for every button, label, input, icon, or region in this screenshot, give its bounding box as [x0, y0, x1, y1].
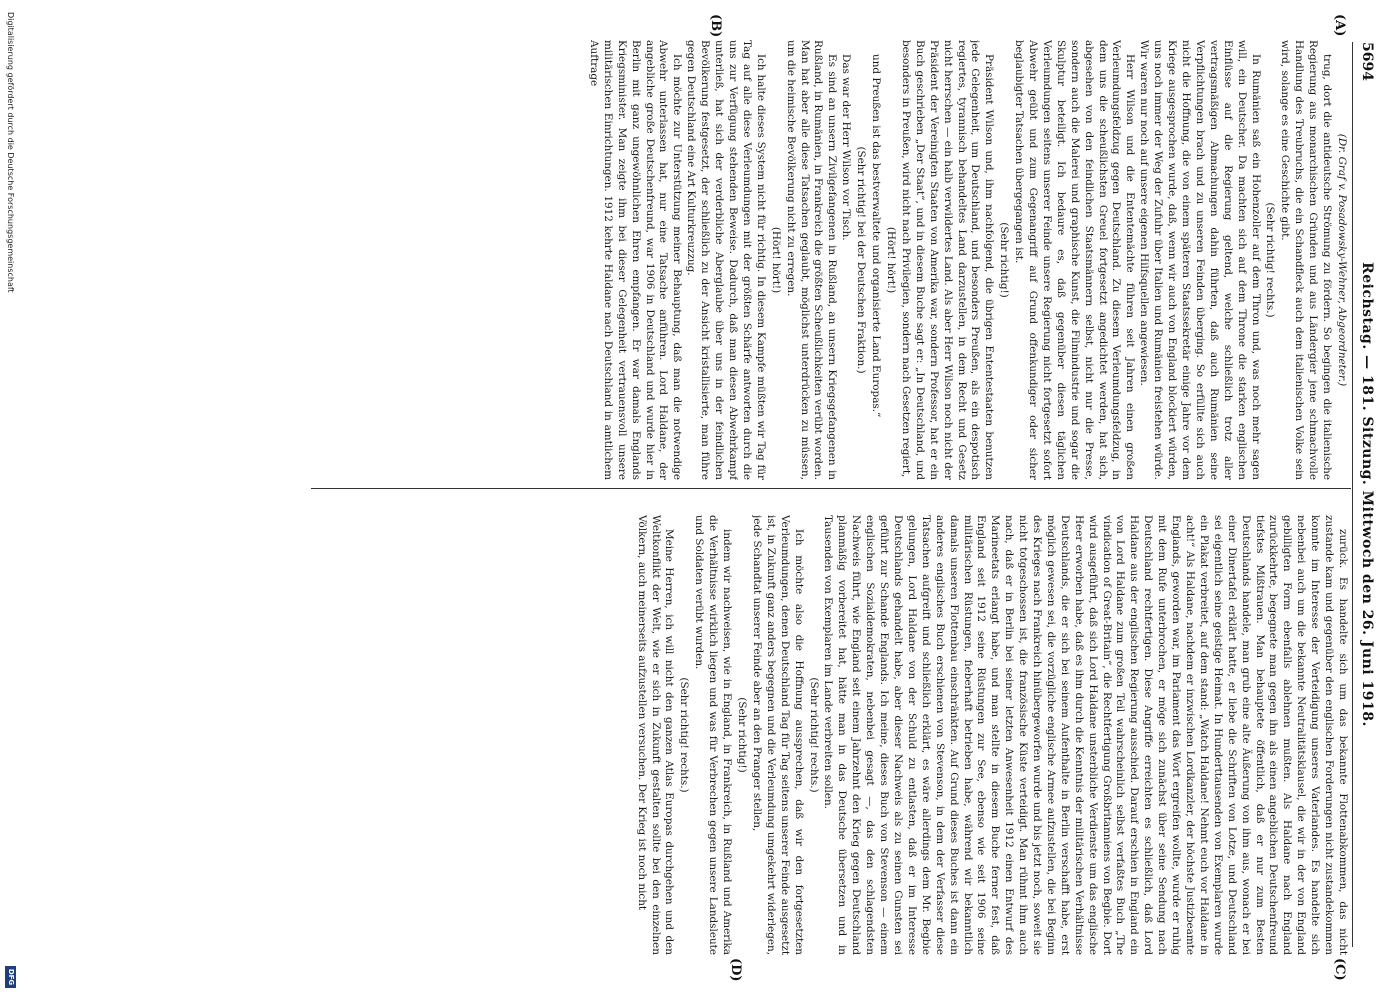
paragraph: trug, dort die antideutsche Strömung zu fördern. So begingen die italienische Regierung aus monarchischen Gründen und aus Ländergier jene schmachvolle Handlung des Treubruchs, die ein Schandfleck auch dem italienischen Volke sein wird, solange es eine Geschichte gibt.: [1279, 40, 1334, 480]
column-divider: [311, 488, 1351, 489]
page-header: [1355, 42, 1377, 947]
paragraph: Ich möchte zur Unterstützung meiner Behauptung, daß man die notwendige Abwehr unterlassen hat, nur eine Tatsache anführen. Lord Haldane, der angebliche große Deutschenfreund, war 1906 in Deutschland und wurde hier in Berlin mit ganz ungewöhnlichen Ehren empfangen. Er war damals Englands Kriegsminister. Man zeigte ihm bei dieser Gelegenheit vertrauensvoll unsere militärischen Einrichtungen. 1912 kehrte Haldane nach Deutschland in amtlichem Auftrage: [587, 40, 684, 480]
paragraph: Meine Herren, ich will nicht den ganzen Atlas Europas durchgehen und den Weltkonflikt der Welt, wie er sich in Zukunft gestalten sollte bei den einzelnen Völkern, auch meinerseits aufzustellen versuchen. Der Krieg ist noch nicht: [635, 515, 676, 955]
right-column: [59, 515, 1349, 955]
interjection: (Sehr richtig! rechts.): [678, 677, 691, 793]
funding-note: Digitalisierung gefördert durch die Deutsche Forschungsgemeinschaft: [6, 12, 15, 293]
interjection: (Sehr richtig! rechts.): [807, 677, 820, 793]
margin-marker-b: (B): [708, 14, 723, 38]
footer: [2, 0, 18, 1000]
interjection: (Sehr richtig! bei der Deutschen Fraktion.): [855, 146, 868, 374]
left-column: [59, 40, 1349, 480]
interjection: (Hört! hört!): [885, 226, 897, 294]
margin-marker-c: (C): [1332, 958, 1347, 981]
header-rule: [1352, 42, 1353, 947]
page-number: 5694: [1359, 42, 1375, 81]
paragraph: In Rumänien saß ein Hohenzoller auf dem Thron und, was noch mehr sagen will, ein Deutscher. Da machten sich auf dem Throne die starken englischen Einflüsse auf die Regierung geltend, welche schließlich trotz aller vertragsmäßigen Abmachungen dahin führten, daß auch Rumänien seine Verpflichtungen brach und zu unseren Feinden überging. So erfüllte sich auch nicht die Hoffnung, die von einem späteren Staatssekretär einige Jahre vor dem Kriege ausgesprochen wurde, daß, wenn wir auch von England blockiert würden, uns noch immer der Weg der Zufuhr über Italien und Rumänien freistehen würde. Wir waren nur noch auf unsere eigenen Hilfsquellen angewiesen.: [1138, 40, 1262, 480]
interjection: (Sehr richtig! rechts.): [1264, 202, 1277, 318]
paragraph: indem wir nachweisen, wie in England, in Frankreich, in Rußland und Amerika die Verhältnisse wirklich liegen und was für Verbrechen gegen unsere Landsleute und Soldaten verübt wurden.: [693, 515, 734, 955]
paragraph: und Preußen ist das bestverwaltete und organisierte Land Europas.“: [870, 54, 883, 418]
interjection: (Sehr richtig!): [736, 697, 749, 773]
paragraph: Es sind an unsern Zivilgefangenen in Rußland, an unsern Kriegsgefangenen in Rußland, in Rumänien, in Frankreich die größten Scheußlichkeiten verübt worden. Man hat aber alle diese Tatsachen geglaubt, möglichst unterdrücken zu müssen, um die heimische Bevölkerung nicht zu erregen.: [784, 40, 839, 480]
paragraph: Herr Wilson und die Ententemächte führen seit Jahren einen großen Verleumdungsfeldzug gegen Deutschland. Zu diesem Verleumdungsfeldzug, in dem uns die scheußlichsten Greuel fortgesetzt angedichtet werden, hat sich, abgesehen von den feindlichen Staatsmännern selbst, nicht nur die Presse, sondern auch die Malerei und graphische Kunst, die Filmindustrie und sogar die Skulptur beteiligt. Ich bedaure es, daß gegenüber diesen täglichen Verleumdungen seitens unserer Feinde unsere Regierung nicht fortgesetzt sofort Abwehr geübt und zum Gegenangriff auf Grund offenkundiger oder sicher beglaubigter Tatsachen übergegangen ist.: [1013, 40, 1137, 480]
margin-marker-a: (A): [1332, 14, 1347, 37]
paragraph: Ich möchte also die Hoffnung aussprechen, daß wir den fortgesetzten Verleumdungen, denen Deutschland Tag für Tag seitens unserer Feinde ausgesetzt ist, in Zukunft ganz anders begegnen und die Verleumdung umgekehrt widerlegen, jede Schandtat unserer Feinde aber an den Pranger stellen,: [750, 515, 805, 955]
interjection: (Hört! hört!): [769, 226, 782, 294]
paragraph: Ich halte dieses System nicht für richtig. In diesem Kampfe müßten wir Tag für Tag auf alle diese Verleumdungen mit der größten Schärfe antworten durch die uns zur Verfügung stehenden Beweise. Dadurch, daß man diesen Abwehrkampf unterließ, hat sich der verderbliche Aberglaube über uns in der feindlichen Bevölkerung festgesetzt, der schließlich zu der Ansicht kristallisierte, man führe gegen Deutschland eine Art Kulturkreuzzug.: [685, 40, 767, 480]
paragraph: zurück. Es handelte sich um das bekannte Flottenabkommen, das nicht zustande kam und gegenüber den englischen Forderungen nicht zustandekommen konnte im Interesse der Verteidigung unseres Vaterlandes. Es handelte sich nebenbei auch um die bekannte Neutralitätsklausel, die wir in der von England gebilligten Form ebenfalls ablehnen mußten. Als Haldane nach England zurückkehrte, begegnete man gegen ihn als einen angeblichen Deutschenfreund tiefstes Mißtrauen. Man behauptete öffentlich, daß er nur zum Besten Deutschlands handele, man grub eine alte Äußerung von ihm aus, wonach er bei einer Dinertafel erklärt hatte, er liebe die Schriften von Lotze, und Deutschland sei eigentlich seine geistige Heimat. In Hunderttausenden von Exemplaren wurde ein Plakat verbreitet, auf dem stand: „Watch Haldane! Nehmt euch vor Haldane in acht!“ Als Haldane, nachdem er inzwischen Lordkanzler, der höchste Justizbeamte Englands, geworden war, im Parlament das Wort ergreifen wollte, wurde er ruhig mit dem Rufe unterbrochen, er möge sich zunächst über seine Sendung nach Deutschland rechtfertigen. Diese Angriffe erreichten es schließlich, daß Lord Haldane aus der englischen Regierung ausschied. Darauf erschien in England ein von Lord Haldane zum großen Teil wahrscheinlich selbst verfaßtes Buch „The vindication of Great-Britain“, die Rechtfertigung Großbritanniens von Begbie. Dort wird ausgeführt, daß sich Lord Haldane unsterbliche Verdienste um das englische Heer erworben habe, daß es ihm durch die Kenntnis der militärischen Verhältnisse Deutschlands, die er sich bei seinem Aufenthalte in Berlin verschafft habe, erst möglich gewesen sei, die vorzügliche englische Armee aufzustellen, die bei Beginn des Krieges nach Frankreich hinübergeworfen wurde und bis jetzt noch, soweit sie nicht totgeschossen ist, die französische Küste verteidigt. Man rühmt ihm auch nach, daß er in Berlin bei seiner letzten Anwesenheit 1912 einen Entwurf des Marineetats erlangt habe, und man stellte in diesem Buche ferner fest, daß England seit 1912 seine Rüstungen zur See, ebenso wie seit 1906 seine militärischen Rüstungen, fieberhaft betrieben habe, während wir bekanntlich damals unseren Flottenbau einschränkten. Auf Grund dieses Buches ist dann ein anderes englisches Buch erschienen von Stevenson, in dem der Verfasser diese Tatsachen aufgreift und schließlich erklärt, es wäre allerdings dem Mr. Begbie gelungen, Lord Haldane von der Schuld zu entlasten, daß er im Interesse Deutschlands gehandelt habe, aber dieser Nachweis als zu seinen Gunsten sei geführt zur Schande Englands. Ich meine, dieses Buch von Stevenson — einem englischen Sozialdemokraten, nebenbei gesagt —, das den schlagendsten Nachweis führt, wie England seit einem Jahrzehnt den Krieg gegen Deutschland planmäßig vorbereitet hat, hätte man in das Deutsche übersetzen und in Tausenden von Exemplaren im Lande verbreiten sollen.: [822, 515, 1349, 955]
dfg-logo: DFG: [5, 966, 16, 988]
paragraph: Das war der Herr Wilson vor Tisch.: [840, 54, 853, 241]
page-title: Reichstag. — 181. Sitzung. Mittwoch den 26. Juni 1918.: [1359, 262, 1375, 727]
speaker-line: (Dr. Graf v. Posadowsky-Wehner, Abgeordneter.): [1336, 133, 1348, 387]
interjection: (Sehr richtig!): [998, 222, 1011, 298]
margin-marker-d: (D): [728, 958, 743, 982]
paragraph: Präsident Wilson und, ihm nachfolgend, die übrigen Ententestaaten benutzen jede Gelegenheit, um Deutschland, und besonders Preußen, als ein despotisch regiertes, tyrannisch behandeltes Land darzustellen, in dem Recht und Gesetz nicht herrschen — ein halb verwildertes Land. Als aber Herr Wilson noch nicht der Präsident der Vereinigten Staaten von Amerika war, sondern Professor, hat er ein Buch geschrieben „Der Staat“, und in diesem Buche sagt er: „In Deutschland, und besonders in Preußen, wird nicht nach Privilegien, sondern nach Gesetzen regiert,: [899, 40, 996, 480]
